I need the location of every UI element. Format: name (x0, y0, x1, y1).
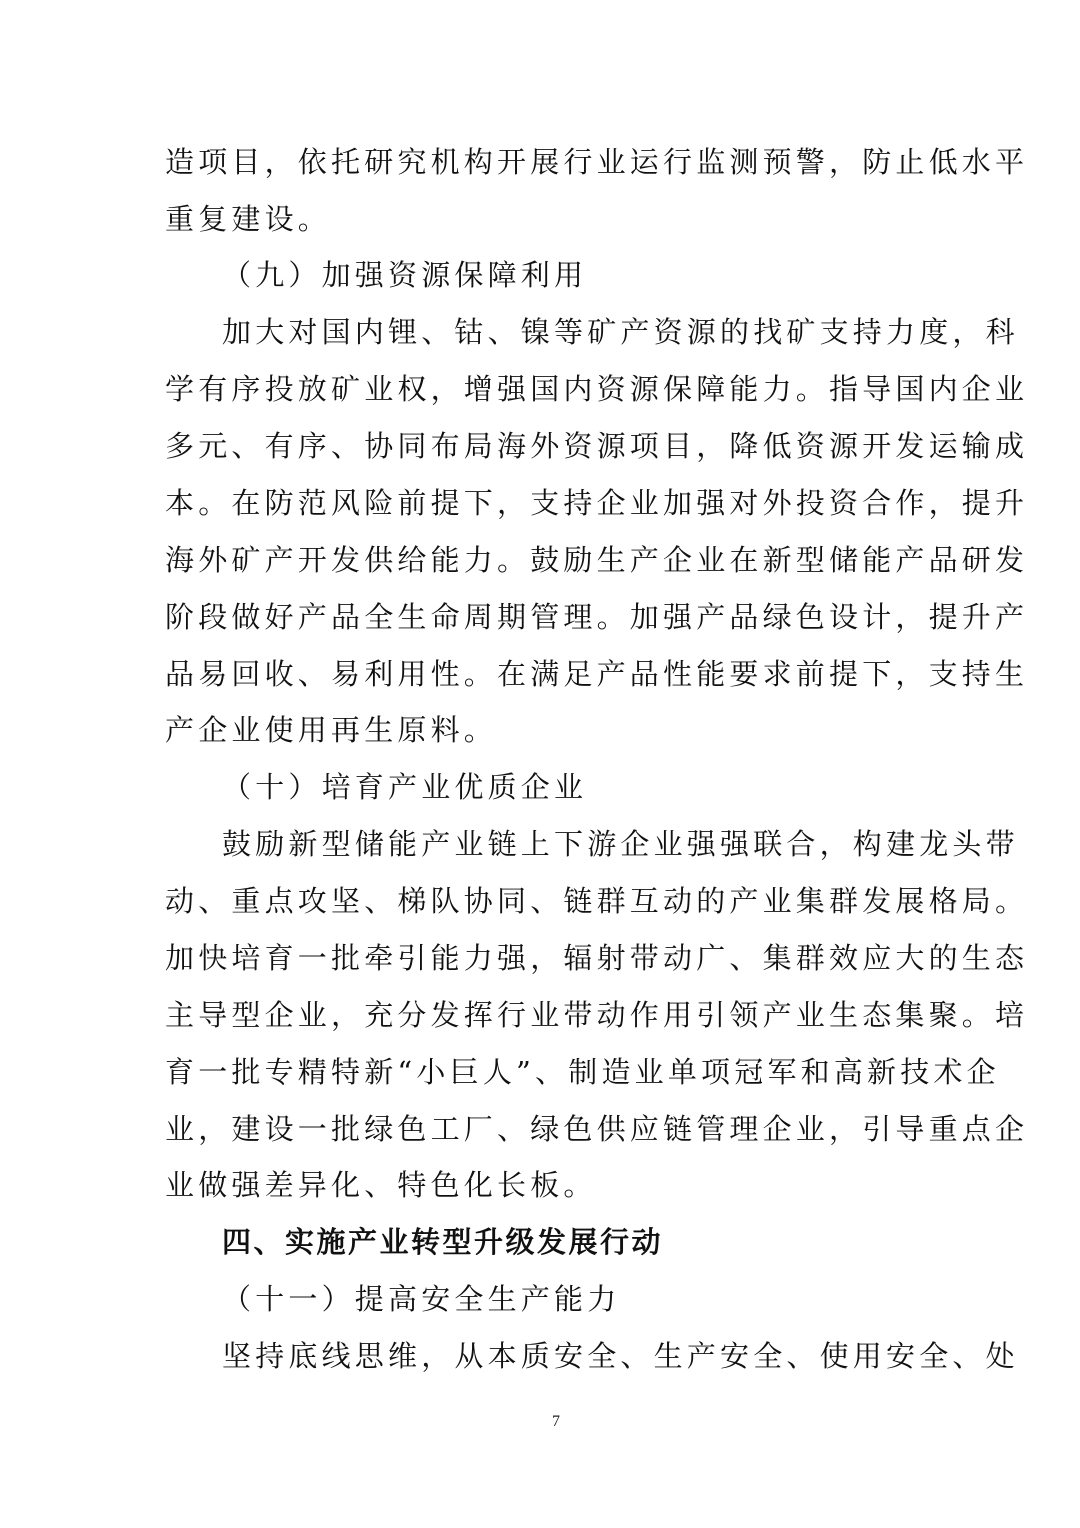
body-text-line: 产企业使用再生原料。 (165, 713, 498, 747)
body-text-line: 动、重点攻坚、梯队协同、链群互动的产业集群发展格局。 (165, 884, 1029, 918)
body-text-line: 学有序投放矿业权，增强国内资源保障能力。指导国内企业 (165, 372, 1029, 406)
body-text-line: 加大对国内锂、钴、镍等矿产资源的找矿支持力度，科 (222, 315, 1019, 349)
body-text-line: 坚持底线思维，从本质安全、生产安全、使用安全、处 (222, 1339, 1019, 1373)
body-text-line: 业，建设一批绿色工厂、绿色供应链管理企业，引导重点企 (165, 1112, 1029, 1146)
body-text-line: 鼓励新型储能产业链上下游企业强强联合，构建龙头带 (222, 827, 1019, 861)
body-text-line: 主导型企业，充分发挥行业带动作用引领产业生态集聚。培 (165, 998, 1029, 1032)
body-text-line: 本。在防范风险前提下，支持企业加强对外投资合作，提升 (165, 486, 1029, 520)
body-text-line: 多元、有序、协同布局海外资源项目，降低资源开发运输成 (165, 429, 1029, 463)
chapter-heading-4: 四、实施产业转型升级发展行动 (222, 1225, 664, 1259)
body-text-line: 加快培育一批牵引能力强，辐射带动广、集群效应大的生态 (165, 941, 1029, 975)
body-text-line: 业做强差异化、特色化长板。 (165, 1168, 597, 1202)
section-heading-9: （九）加强资源保障利用 (222, 258, 588, 292)
section-heading-11: （十一）提高安全生产能力 (222, 1282, 621, 1316)
section-heading-10: （十）培育产业优质企业 (222, 770, 588, 804)
body-text-line: 海外矿产开发供给能力。鼓励生产企业在新型储能产品研发 (165, 543, 1029, 577)
body-text-line: 育一批专精特新“小巨人”、制造业单项冠军和高新技术企 (165, 1055, 1000, 1089)
body-text-line: 品易回收、易利用性。在满足产品性能要求前提下，支持生 (165, 657, 1029, 691)
body-text-line: 造项目，依托研究机构开展行业运行监测预警，防止低水平 (165, 145, 1029, 179)
page-number: 7 (552, 1413, 560, 1430)
body-text-line: 重复建设。 (165, 202, 332, 236)
body-text-line: 阶段做好产品全生命周期管理。加强产品绿色设计，提升产 (165, 600, 1029, 634)
